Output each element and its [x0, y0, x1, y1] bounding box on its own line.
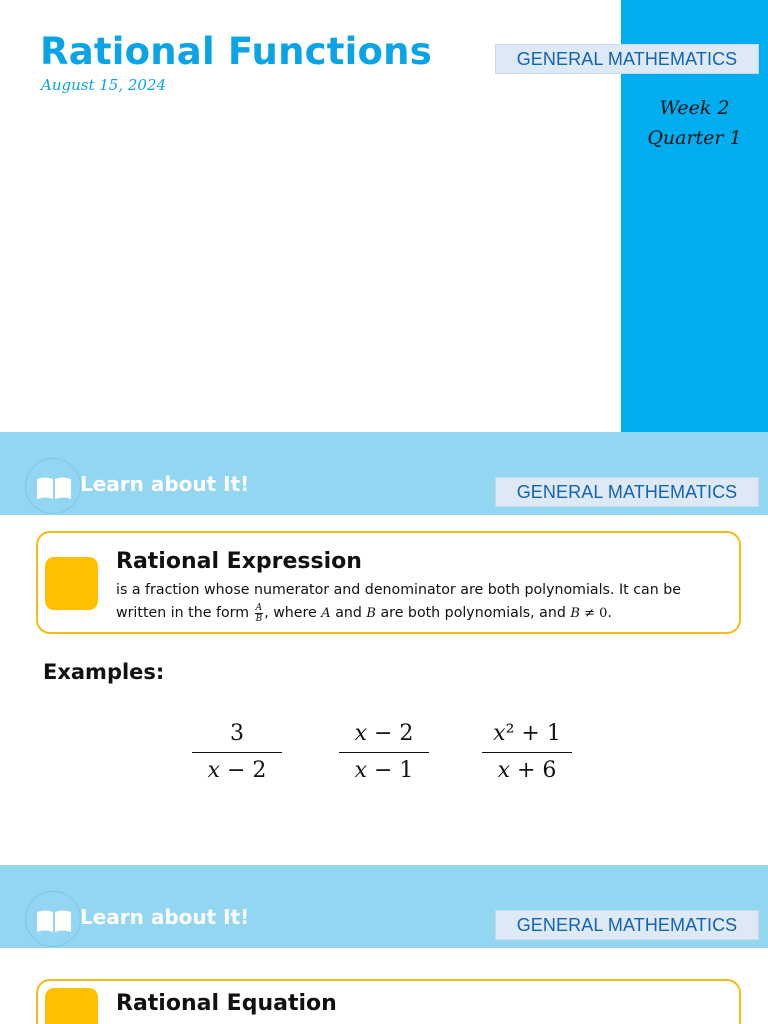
definition-title: Rational Equation — [116, 991, 337, 1016]
header-label: Learn about It! — [80, 472, 250, 496]
examples-label: Examples: — [43, 660, 165, 684]
quarter-label: Quarter 1 — [647, 127, 742, 149]
open-book-icon — [36, 476, 72, 500]
subject-tag: GENERAL MATHEMATICS — [495, 44, 759, 74]
week-label: Week 2 — [659, 97, 730, 119]
definition-text: is a fraction whose numerator and denominator are both polynomials. It can be written in the form $\frac{A}{B}$ , where A and B are both polynomials, and B ≠ 0. — [116, 582, 681, 624]
open-book-icon — [36, 909, 72, 933]
book-badge — [25, 458, 81, 514]
definition-title: Rational Expression — [116, 549, 362, 574]
week-quarter-info — [621, 93, 768, 153]
definition-card — [36, 979, 741, 1024]
inline-fraction: $\frac{A}{B}$ — [255, 602, 263, 624]
header-label: Learn about It! — [80, 905, 250, 929]
subject-tag: GENERAL MATHEMATICS — [495, 910, 759, 940]
example-fraction-2: x − 2 x − 1 — [339, 718, 429, 787]
learn-header — [0, 432, 768, 515]
card-accent-square — [45, 988, 98, 1024]
page-title: Rational Functions — [40, 30, 432, 73]
example-fraction-3: x² + 1 x + 6 — [482, 718, 572, 787]
example-fraction-1: 3 x − 2 — [192, 718, 282, 787]
learn-header — [0, 865, 768, 948]
subject-tag: GENERAL MATHEMATICS — [495, 477, 759, 507]
slide-date: August 15, 2024 — [41, 76, 167, 94]
book-badge — [25, 891, 81, 947]
definition-card — [36, 531, 741, 634]
card-accent-square — [45, 557, 98, 610]
title-slide — [0, 0, 768, 432]
